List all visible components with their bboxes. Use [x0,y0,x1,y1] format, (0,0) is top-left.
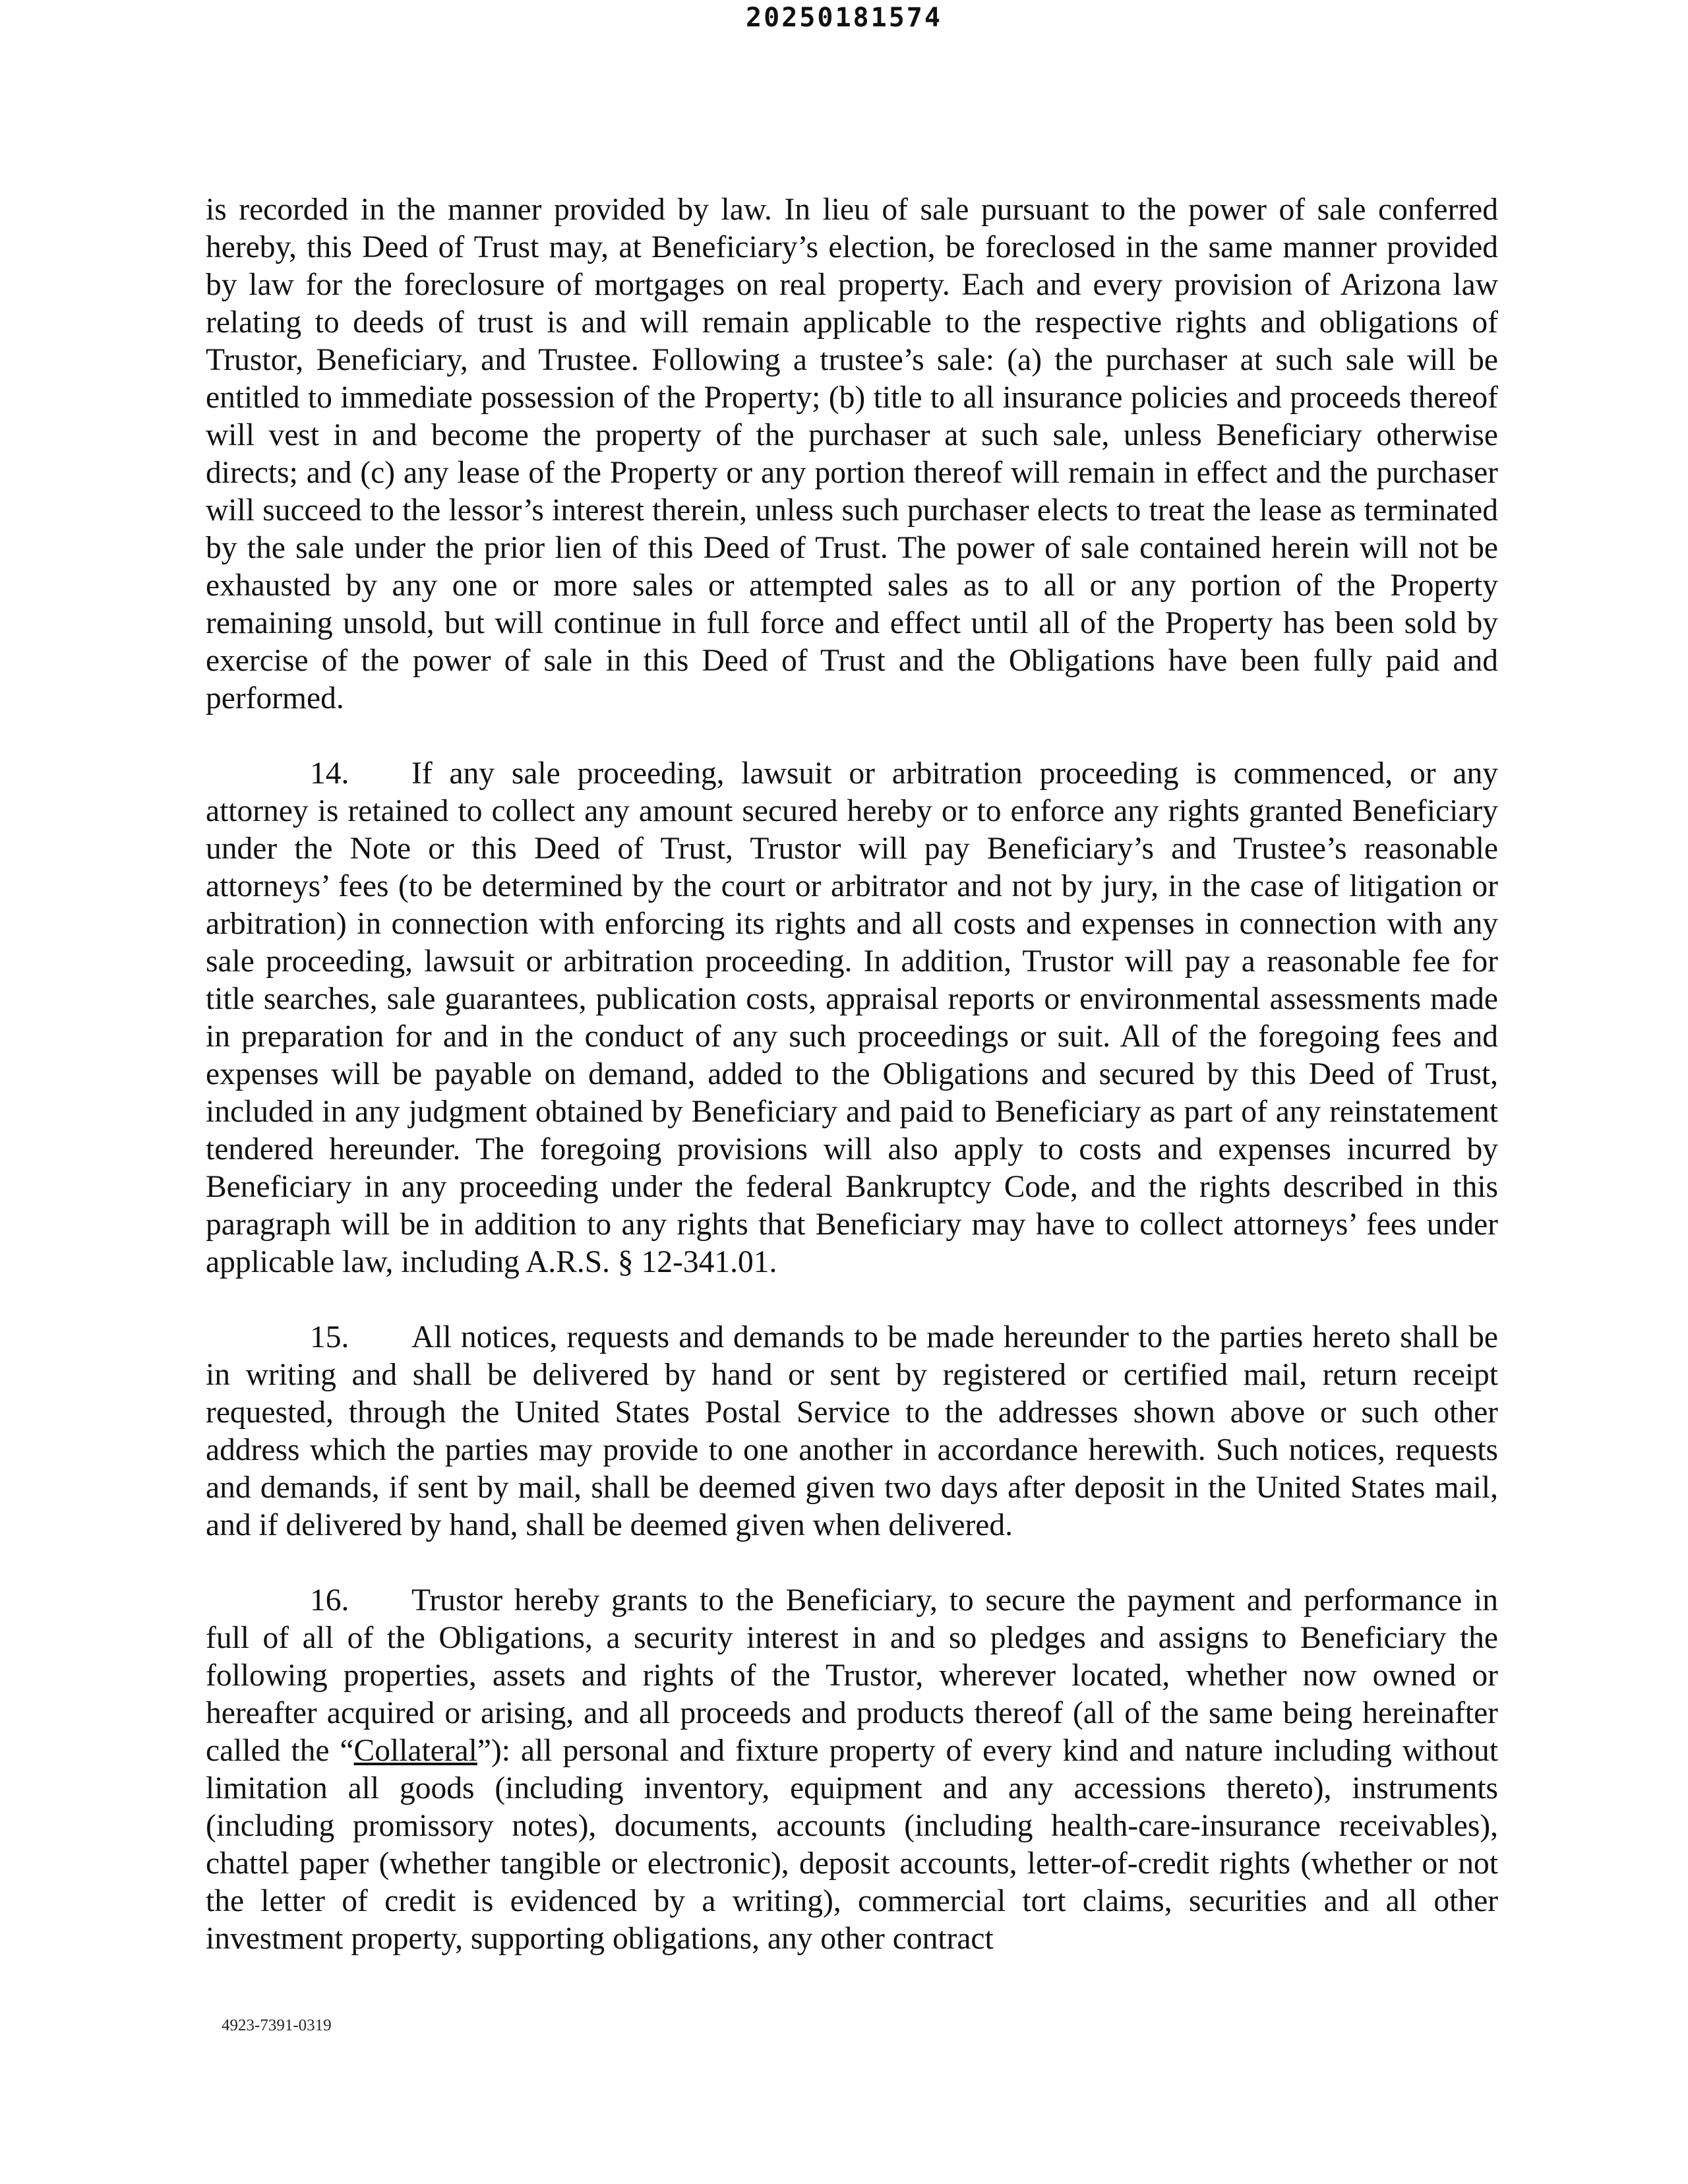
paragraph-15 [206,1319,1498,1544]
document-footer-id: 4923-7391-0319 [222,2017,332,2034]
paragraph-text: If any sale proceeding, lawsuit or arbitration proceeding is commenced, or any attorney is retained to collect any amount secured hereby or to enforce any rights granted Beneficiary under the Note or this Deed of Trust, Trustor will pay Beneficiary’s and Trustee’s reasonable attorneys’ fees (to be determined by the court or arbitrator and not by jury, in the case of litigation or arbitration) in connection with enforcing its rights and all costs and expenses in connection with any sale proceeding, lawsuit or arbitration proceeding. In addition, Trustor will pay a reasonable fee for title searches, sale guarantees, publication costs, appraisal reports or environmental assessments made in preparation for and in the conduct of any such proceedings or suit. All of the foregoing fees and expenses will be payable on demand, added to the Obligations and secured by this Deed of Trust, included in any judgment obtained by Beneficiary and paid to Beneficiary as part of any reinstatement tendered hereunder. The foregoing provisions will also apply to costs and expenses incurred by Beneficiary in any proceeding under the federal Bankruptcy Code, and the rights described in this paragraph will be in addition to any rights that Beneficiary may have to collect attorneys’ fees under applicable law, including A.R.S. § 12-341.01. [206,756,1498,1279]
paragraph-14 [206,755,1498,1281]
paragraph-number: 14. [310,756,349,791]
continuation-paragraph [206,191,1498,717]
paragraph-16 [206,1582,1498,1958]
paragraph-text-before: Trustor hereby grants to the Beneficiary, to secure the payment and performance in full of all of the Obligations, a security interest in and so pledges and assigns to Beneficiary the following properties, assets and rights of the Trustor, wherever located, whether now owned or hereafter acquired or arising, and all proceeds and products thereof (all of the same being hereinafter called the “ [206,1583,1498,1768]
recording-number: 20250181574 [746,3,942,33]
paragraph-number: 15. [310,1320,349,1354]
paragraph-text: All notices, requests and demands to be made hereunder to the parties hereto shall be in writing and shall be delivered by hand or sent by registered or certified mail, return receipt requested, through the United States Postal Service to the addresses shown above or such other address which the parties may provide to one another in accordance herewith. Such notices, requests and demands, if sent by mail, shall be deemed given two days after deposit in the United States mail, and if delivered by hand, shall be deemed given when delivered. [206,1320,1498,1542]
defined-term-collateral: Collateral [353,1734,477,1768]
document-body [206,191,1498,1958]
paragraph-text-after: ”): all personal and fixture property of every kind and nature including without limitation all goods (including inventory, equipment and any accessions thereto), instruments (including promissory notes), documents, accounts (including health-care-insurance receivables), chattel paper (whether tangible or electronic), deposit accounts, letter-of-credit rights (whether or not the letter of credit is evidenced by a writing), commercial tort claims, securities and all other investment property, supporting obligations, any other contract [206,1734,1498,1956]
continuation-text: is recorded in the manner provided by law. In lieu of sale pursuant to the power of sale conferred hereby, this Deed of Trust may, at Beneficiary’s election, be foreclosed in the same manner provided by law for the foreclosure of mortgages on real property. Each and every provision of Arizona law relating to deeds of trust is and will remain applicable to the respective rights and obligations of Trustor, Beneficiary, and Trustee. Following a trustee’s sale: (a) the purchaser at such sale will be entitled to immediate possession of the Property; (b) title to all insurance policies and proceeds thereof will vest in and become the property of the purchaser at such sale, unless Beneficiary otherwise directs; and (c) any lease of the Property or any portion thereof will remain in effect and the purchaser will succeed to the lessor’s interest therein, unless such purchaser elects to treat the lease as terminated by the sale under the prior lien of this Deed of Trust. The power of sale contained herein will not be exhausted by any one or more sales or attempted sales as to all or any portion of the Property remaining unsold, but will continue in full force and effect until all of the Property has been sold by exercise of the power of sale in this Deed of Trust and the Obligations have been fully paid and performed. [206,193,1498,715]
paragraph-number: 16. [310,1583,349,1618]
